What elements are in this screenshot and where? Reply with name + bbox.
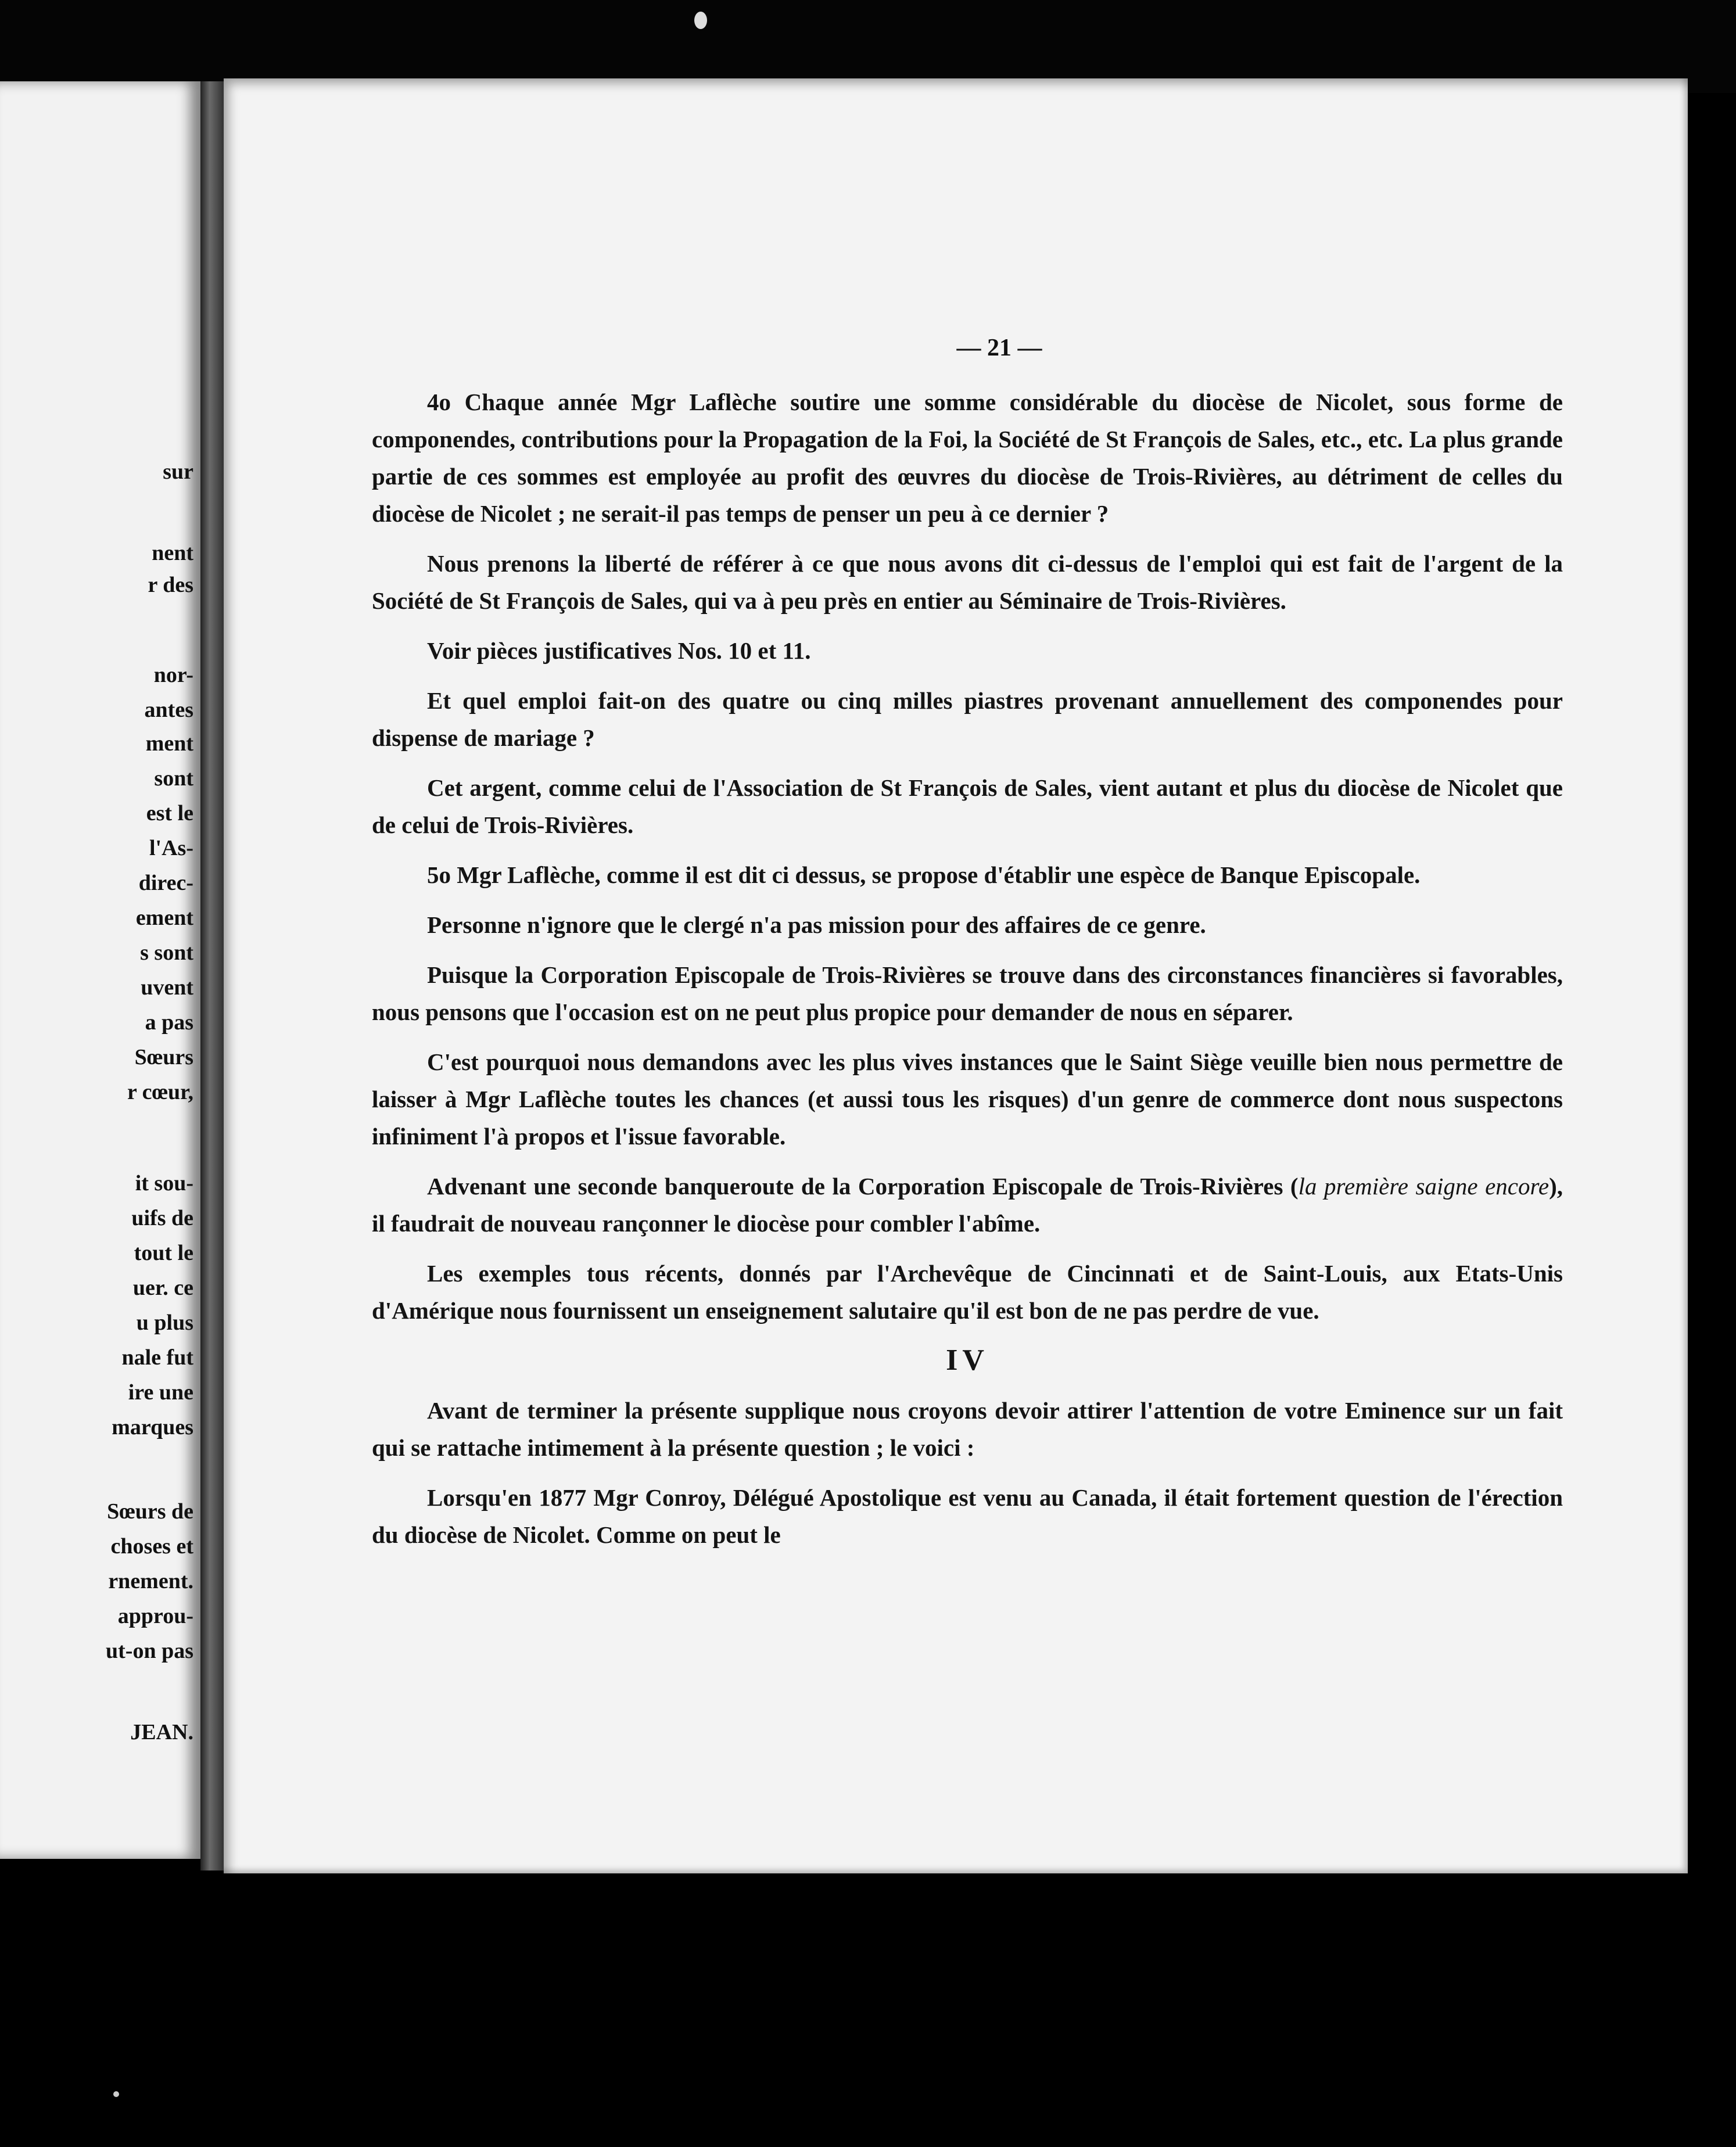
facing-page-fragment: uifs de [131,1206,193,1230]
facing-page-fragment: r des [148,573,193,597]
section-heading: IV [946,1344,989,1377]
facing-page-fragment: rnement. [108,1569,193,1593]
facing-page-fragment: ement [135,906,193,930]
paragraph: Lorsqu'en 1877 Mgr Conroy, Délégué Apostolique est venu au Canada, il était fortement question de l'érection du diocèse de Nicolet. Comme on peut le [372,1484,1563,1548]
scan-speck [113,2091,119,2097]
facing-page-fragment: a pas [145,1010,193,1035]
facing-page-fragment: direc- [138,871,193,895]
facing-page-fragment: JEAN. [130,1720,193,1744]
facing-page-fragment: nor- [153,663,193,687]
paragraph: 4o Chaque année Mgr Laflèche soutire une somme considérable du diocèse de Nicolet, sous forme de componendes, contributions pour la Propagation de la Foi, la Société de St François de Sales, etc., etc. La plus grande partie de ces sommes est employée au profit des œuvres du diocèse de Trois-Rivières, au détriment de celles du diocèse de Nicolet ; ne serait-il pas temps de penser un peu à ce dernier ? [372,389,1563,527]
facing-page-fragment: choses et [110,1534,193,1559]
paragraph: Cet argent, comme celui de l'Association de St François de Sales, vient autant et plus du diocèse de Nicolet que de celui de Trois-Rivières. [372,774,1563,838]
facing-page-fragment: ire une [128,1380,193,1405]
paragraph: Puisque la Corporation Episcopale de Trois-Rivières se trouve dans des circonstances financières si favorables, nous pensons que l'occasion est on ne peut plus propice pour demander de nous en séparer. [372,961,1563,1025]
paragraph: Les exemples tous récents, donnés par l'Archevêque de Cincinnati et de Saint-Louis, aux Etats-Unis d'Amérique nous fournissent un enseignement salutaire qu'il est bon de ne pas perdre de vue. [372,1260,1563,1324]
facing-page-fragment: uvent [141,975,193,1000]
facing-page-fragment: ut-on pas [106,1639,193,1663]
facing-page-fragment: approu- [117,1604,193,1628]
scan-speck [694,12,707,29]
facing-page-fragment: u plus [136,1311,193,1335]
facing-page-fragment: antes [144,698,193,722]
facing-page-fragment: ment [145,731,193,756]
page-number: — 21 — [956,335,1042,361]
page-body [372,383,1563,1566]
paragraph: Et quel emploi fait-on des quatre ou cinq milles piastres provenant annuellement des componendes pour dispense de mariage ? [372,687,1563,751]
facing-page-fragment: uer. ce [132,1276,193,1300]
paragraph: Voir pièces justificatives Nos. 10 et 11. [427,637,811,664]
paragraph: Avant de terminer la présente supplique nous croyons devoir attirer l'attention de votre Eminence sur un fait qui se rattache intimement à la présente question ; le voici : [372,1397,1563,1461]
paragraph-text: ), il faudrait de nouveau rançonner le diocèse pour combler l'abîme. [372,1173,1563,1237]
paragraph-text: Advenant une seconde banqueroute de la Corporation Episcopale de Trois-Rivières ( [427,1173,1299,1200]
facing-page-fragment: it sou- [135,1171,193,1195]
paragraph [372,1168,1563,1242]
facing-page-fragment: tout le [134,1241,193,1265]
paragraph: 5o Mgr Laflèche, comme il est dit ci dessus, se propose d'établir une espèce de Banque Episcopale. [427,861,1421,888]
document-page [224,78,1688,1873]
facing-page-left [0,81,200,1859]
facing-page-fragment: l'As- [149,836,193,860]
facing-page-fragment: nale fut [121,1345,193,1370]
paragraph: Nous prenons la liberté de référer à ce que nous avons dit ci-dessus de l'emploi qui est fait de l'argent de la Société de St François de Sales, qui va à peu près en entier au Séminaire de Trois-Rivières. [372,550,1563,614]
facing-page-fragment: Sœurs de [107,1499,193,1524]
facing-page-fragment: nent [152,541,193,565]
italic-aside: la première saigne encore [1298,1173,1550,1200]
facing-page-fragment: est le [146,801,193,825]
facing-page-fragment: sur [163,459,193,484]
book-gutter [200,81,224,1870]
facing-page-fragment: s sont [140,940,193,965]
facing-page-fragment: marques [112,1415,193,1439]
paragraph: C'est pourquoi nous demandons avec les plus vives instances que le Saint Siège veuille bien nous permettre de laisser à Mgr Laflèche toutes les chances (et aussi tous les risques) d'un genre de commerce dont nous suspectons infiniment l'à propos et l'issue favorable. [372,1049,1563,1150]
facing-page-fragment: Sœurs [134,1045,193,1069]
paragraph: Personne n'ignore que le clergé n'a pas mission pour des affaires de ce genre. [427,911,1206,938]
facing-page-fragment: sont [154,766,193,791]
facing-page-fragment: r cœur, [127,1080,193,1104]
